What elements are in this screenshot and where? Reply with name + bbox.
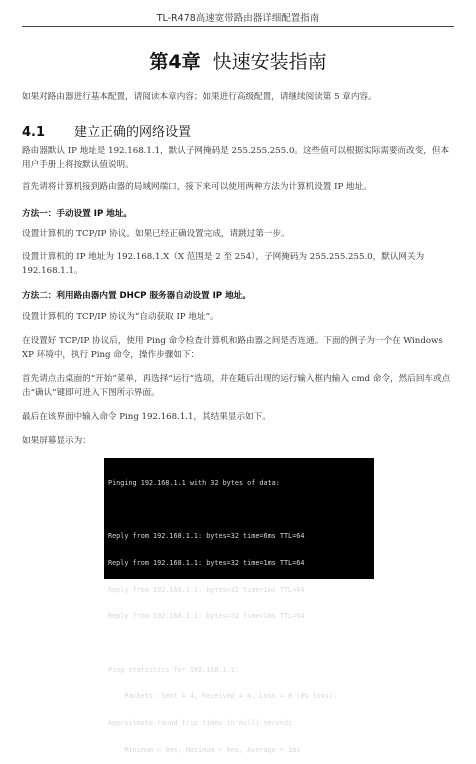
console-line: Packets: Sent = 4, Received = 4, Lost = 0 (0% loss), (108, 692, 338, 701)
console-line: Pinging 192.168.1.1 with 32 bytes of data: (108, 478, 280, 487)
header-divider (22, 26, 454, 27)
method1-heading: 方法一：手动设置 IP 地址。 (22, 209, 133, 219)
console-line (108, 639, 370, 648)
intro-paragraph: 如果对路由器进行基本配置，请阅读本章内容；如果进行高级配置，请继续阅读第 5 章内容。 (22, 92, 377, 102)
console-line: Approximate round trip times in milli-seconds: (108, 719, 297, 728)
console-line: Reply from 192.168.1.1: bytes=32 time=6ms TTL=64 (108, 532, 305, 541)
console-line: Minimum = 0ms, Maximum = 6ms, Average = 1ms (108, 745, 301, 754)
paragraph-auto-ip: 设置计算机的 TCP/IP 协议为“自动获取 IP 地址”。 (22, 312, 219, 322)
chapter-name: 快速安装指南 (212, 51, 327, 73)
paragraph-default-ip: 路由器默认 IP 地址是 192.168.1.1，默认子网掩码是 255.255.255.0。这些值可以根据实际需要而改变，但本用户手册上将按默认值说明。 (22, 146, 450, 170)
paragraph-ping-command: 最后在该界面中输入命令 Ping 192.168.1.1，其结果显示如下。 (22, 412, 271, 422)
paragraph-cmd: 首先请点击桌面的“开始”菜单，再选择“运行”选项，并在随后出现的运行输入框内输入 cmd 命令，然后回车或点击“确认”键即可进入下图所示界面。 (22, 374, 451, 398)
page-header: TL-R478高速宽带路由器详细配置指南 (156, 13, 320, 24)
paragraph-screen-shows: 如果屏幕显示为： (22, 436, 91, 446)
ping-console-screenshot (104, 458, 374, 754)
chapter-number: 第4章 (149, 51, 201, 73)
paragraph-tcpip: 设置计算机的 TCP/IP 协议。如果已经正确设置完成，请跳过第一步。 (22, 229, 290, 239)
console-line: Reply from 192.168.1.1: bytes=32 time=1ms TTL=64 (108, 558, 305, 567)
paragraph-ping-check: 在设置好 TCP/IP 协议后，使用 Ping 命令检查计算机和路由器之间是否连通。下面的例子为一个在 Windows XP 环境中，执行 Ping 命令，操作步骤如下： (22, 336, 443, 360)
chapter-title (0, 47, 476, 74)
paragraph-connect: 首先请将计算机接到路由器的局域网端口，接下来可以使用两种方法为计算机设置 IP 地址。 (22, 182, 372, 192)
method2-heading: 方法二：利用路由器内置 DHCP 服务器自动设置 IP 地址。 (22, 291, 251, 301)
section-number: 4.1 (22, 125, 46, 140)
console-line: Reply from 192.168.1.1: bytes=32 time<1ms TTL=64 (108, 612, 305, 621)
section-heading (22, 121, 454, 140)
paragraph-ip-range: 设置计算机的 IP 地址为 192.168.1.X（X 范围是 2 至 254），子网掩码为 255.255.255.0，默认网关为 192.168.1.1。 (22, 252, 425, 276)
section-title: 建立正确的网络设置 (74, 125, 192, 140)
console-line: Ping statistics for 192.168.1.1: (108, 665, 239, 674)
console-line: Reply from 192.168.1.1: bytes=32 time<1ms TTL=64 (108, 585, 305, 594)
console-line (108, 506, 370, 515)
